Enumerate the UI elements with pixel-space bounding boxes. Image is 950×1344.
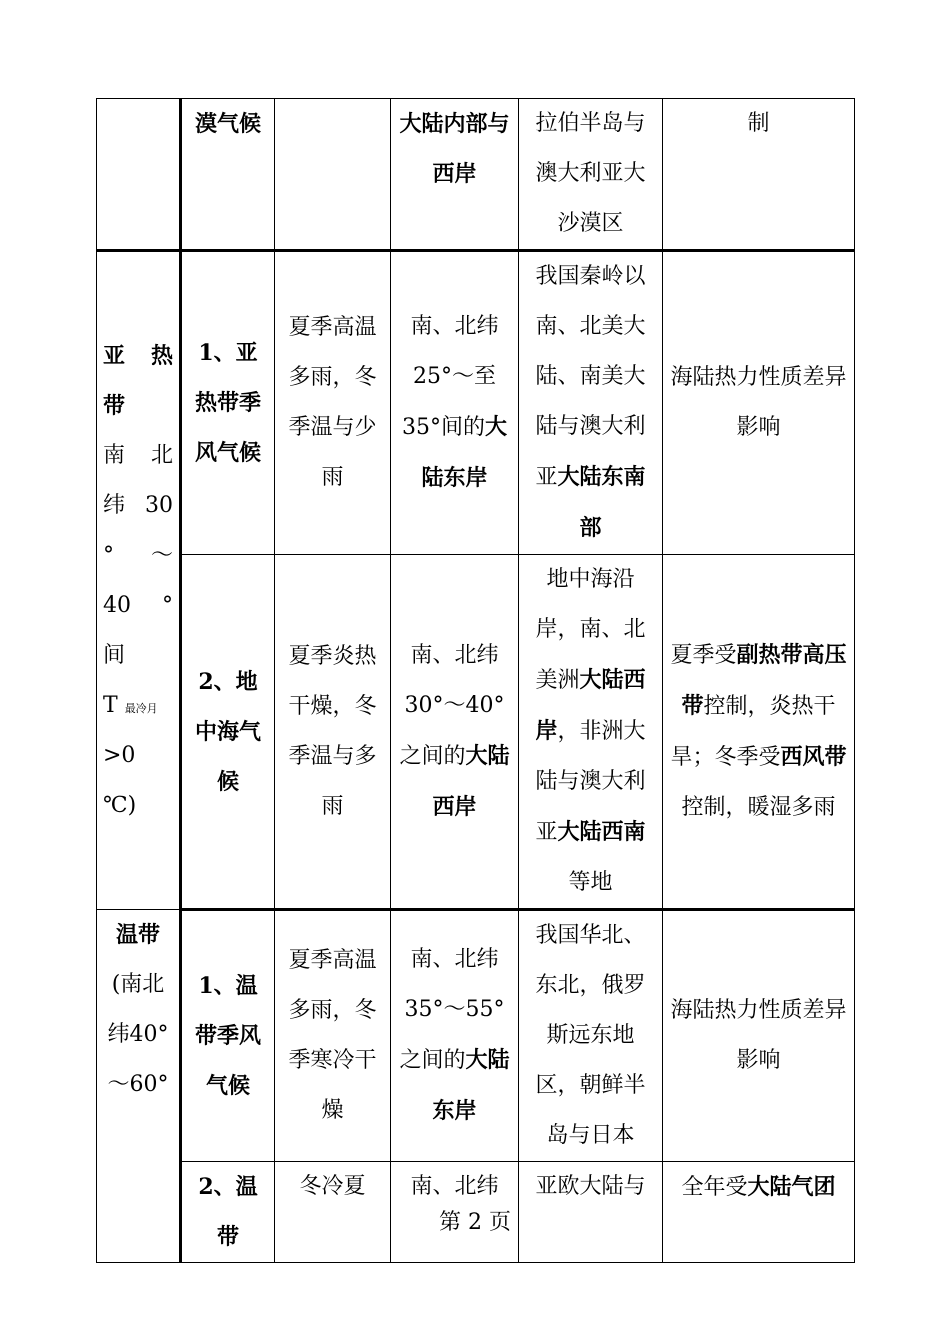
regions-text: 地中海沿岸，南、北美洲	[535, 567, 646, 693]
features-cell: 夏季高温多雨，冬季温与少雨	[275, 251, 391, 555]
features-cell: 夏季炎热干燥，冬季温与多雨	[275, 555, 391, 910]
regions-emphasis: 大陆西南	[557, 819, 646, 845]
cause-emphasis: 副热带高压带	[681, 642, 847, 719]
climate-type-cell: 1、温带季风气候	[181, 910, 275, 1162]
cause-cell	[663, 555, 855, 910]
regions-cell: 我国华北、东北，俄罗斯远东地区，朝鲜半岛与日本	[519, 910, 663, 1162]
cause-text: 控制，炎热干旱；冬季受	[670, 694, 836, 770]
regions-emphasis: 大陆东南部	[557, 464, 646, 541]
features-cell: 冬冷夏	[275, 1162, 391, 1263]
distribution-cell: 南、北纬	[391, 1162, 519, 1263]
features-cell: 夏季高温多雨，冬季寒冷干燥	[275, 910, 391, 1162]
zone-latitude: 南 北 纬 30 ° ～ 40 ° 间	[103, 442, 173, 668]
regions-text: 等地	[568, 870, 613, 895]
distribution-cell	[391, 251, 519, 555]
regions-emphasis: 大陆西岸	[535, 667, 646, 744]
regions-cell	[519, 99, 663, 251]
distribution-emphasis: 大陆东岸	[421, 414, 507, 491]
cause-emphasis: 大陆气团	[747, 1174, 836, 1200]
climate-type-cell: 2、温带	[181, 1162, 275, 1263]
zone-temp-value: >0 ℃)	[103, 742, 137, 818]
zone-cell	[97, 99, 181, 251]
cause-text: 夏季受	[670, 643, 737, 668]
cause-cell: 海陆热力性质差异影响	[663, 251, 855, 555]
cause-text: 制	[747, 111, 770, 136]
climate-type-cell: 1、亚热带季风气候	[181, 251, 275, 555]
table-row	[97, 910, 855, 1162]
zone-cell-subtropical	[97, 251, 181, 910]
regions-cell: 亚欧大陆与	[519, 1162, 663, 1263]
distribution-emphasis: 大陆东岸	[432, 1047, 510, 1124]
distribution-emphasis: 大陆西岸	[432, 742, 510, 820]
regions-text: 我国秦岭以南、北美大陆、南美大陆与澳大利亚	[535, 264, 646, 490]
zone-temperature	[103, 681, 173, 831]
zone-temp-symbol: T	[103, 692, 118, 718]
regions-text: 拉伯半岛与澳大利亚大沙漠区	[535, 111, 646, 236]
distribution-text: 南、北纬35°～55°之间的	[399, 947, 505, 1073]
table-row	[97, 251, 855, 555]
cause-emphasis: 西风带	[780, 744, 847, 770]
regions-text: ，非洲大陆与澳大利亚	[535, 719, 646, 845]
distribution-text: 南、北纬30°～40°之间的	[399, 642, 505, 769]
distribution-cell: 大陆内部与西岸	[391, 99, 519, 251]
table-row	[97, 99, 855, 251]
climate-type-cell: 漠气候	[181, 99, 275, 251]
zone-name: 亚 热 带	[103, 342, 173, 419]
climate-type-cell: 2、地中海气候	[181, 555, 275, 910]
regions-cell	[519, 555, 663, 910]
features-cell	[275, 99, 391, 251]
zone-name: 温带	[115, 922, 160, 948]
page-number: 第 2 页	[439, 1210, 511, 1235]
regions-cell	[519, 251, 663, 555]
cause-cell: 海陆热力性质差异影响	[663, 910, 855, 1162]
distribution-text: 南、北纬25°～至35°间的	[401, 314, 499, 440]
zone-temp-subscript: 最冷月	[124, 701, 158, 715]
cause-text: 控制，暖湿多雨	[681, 795, 836, 820]
table-row	[97, 555, 855, 910]
distribution-cell	[391, 555, 519, 910]
cause-text: 全年受	[681, 1175, 748, 1200]
cause-cell	[663, 99, 855, 251]
distribution-cell	[391, 910, 519, 1162]
climate-table	[96, 98, 855, 1263]
zone-latitude: (南北纬40°～60°	[107, 972, 169, 1097]
